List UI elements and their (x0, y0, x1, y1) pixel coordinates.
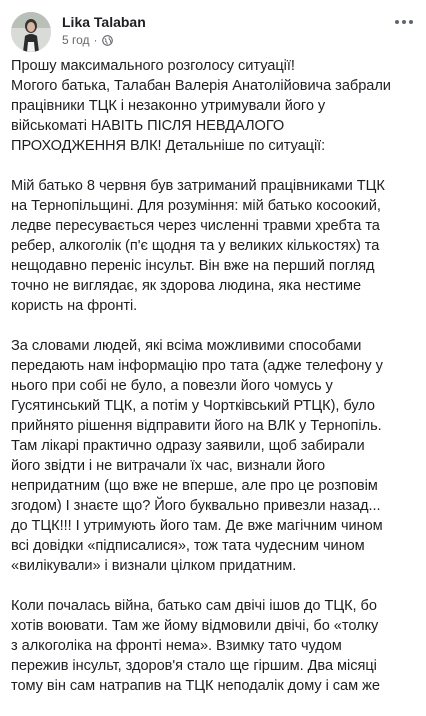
text-line: нього при собі не було, а повезли його чомусь у (11, 378, 333, 394)
text-line: Гусятинський ТЦК, а потім у Чортківський РТЦК), було (11, 398, 376, 414)
text-line: ребер, алкоголік (п'є щодня та у великих кількостях) та (11, 238, 380, 254)
text-line: Могого батька, Талабан Валерія Анатолійовича забрали (11, 78, 391, 94)
text-line: хотів воювати. Там же йому відмовили двічі, бо «толку (11, 618, 379, 634)
text-line: нещодавно переніс інсульт. Він вже на перший погляд (11, 258, 375, 274)
text-line: до ТЦК!!! І утримують його там. Де вже магічним чином (11, 518, 383, 534)
meta-separator: · (93, 33, 98, 47)
profile-photo (11, 12, 51, 52)
text-line: на Тернопільщині. Для розуміння: мій батько косоокий, (11, 198, 381, 214)
text-line: передають нам інформацію про тата (адже телефону у (11, 358, 383, 374)
globe-icon[interactable] (102, 35, 113, 46)
author-name[interactable]: Lika Talaban (62, 14, 146, 30)
post-header (0, 0, 426, 52)
text-line: Там лікарі практично одразу заявили, щоб забирали (11, 438, 365, 454)
text-line: Коли почалась війна, батько сам двічі ішов до ТЦК, бо (11, 598, 377, 614)
post-paragraph (11, 176, 417, 316)
text-line: непридатним (що вже не вперше, але про це розповім (11, 478, 378, 494)
text-line: ПРОХОДЖЕННЯ ВЛК! Детальніше по ситуації: (11, 138, 326, 154)
text-line: згодом) І знаєте що? Його буквально привезли назад... (11, 498, 381, 514)
text-line: його звідти і не витрачали їх час, визнали його (11, 458, 326, 474)
text-line: з алкоголіка на фронті нема». Взимку тато чудом (11, 638, 342, 654)
post-paragraph (11, 596, 417, 696)
text-line: «вилікували» і визнали цілком придатним. (11, 558, 297, 574)
avatar[interactable] (11, 12, 51, 52)
text-line: За словами людей, які всіма можливими способами (11, 338, 362, 354)
text-line: військоматі НАВІТЬ ПІСЛЯ НЕВДАЛОГО (11, 118, 285, 134)
text-line: Мій батько 8 червня був затриманий працівниками ТЦК (11, 178, 385, 194)
post-time[interactable]: 5 год (62, 33, 90, 47)
post-paragraph (11, 56, 417, 156)
text-line: прийнято рішення відправити його на ВЛК у Тернопіль. (11, 418, 382, 434)
text-line: ледве пересувається через численні травми хребта та (11, 218, 380, 234)
post-meta (62, 33, 113, 47)
text-line: всі довідки «підписалися», тож тата чудесним чином (11, 538, 365, 554)
post-body (11, 56, 417, 716)
text-line: працівники ТЦК і незаконно утримували його у (11, 98, 326, 114)
text-line: точно не виглядає, як здорова людина, яка нестиме (11, 278, 362, 294)
post-paragraph (11, 336, 417, 576)
text-line: користь на фронті. (11, 298, 138, 314)
text-line: пережив інсульт, здоров'я стало ще гіршим. Два місяці (11, 658, 377, 674)
more-options-icon[interactable] (392, 14, 416, 30)
text-line: тому він сам натрапив на ТЦК неподалік дому і сам же (11, 678, 380, 694)
text-line: Прошу максимального розголосу ситуації! (11, 58, 295, 74)
